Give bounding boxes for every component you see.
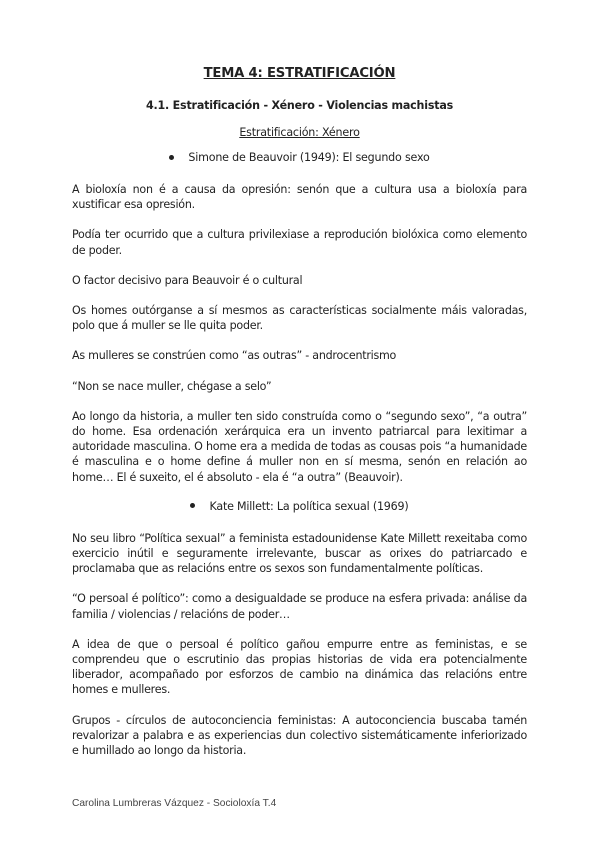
paragraph: Ao longo da historia, a muller ten sido construída como o “segundo sexo”, “a outra” do home. Esa ordenación xerárquica era un invento patriarcal para lexitimar a autoridade masculina. O home era a medida de todas as cousas pois “a humanidade é masculina e o home define á muller non en sí mesma, senón en relación ao home… El é suxeito, el é absoluto - ela é “a outra” (Beauvoir). xyxy=(72,409,527,484)
bullet-icon xyxy=(169,155,174,160)
paragraph: No seu libro “Política sexual” a feminista estadounidense Kate Millett rexeitaba como exercicio inútil e seguramente irrelevante, buscar as orixes do patriarcado e proclamaba que as relacións entre os sexos son fundamentalmente políticas. xyxy=(72,531,527,576)
paragraph: Os homes outórganse a sí mesmos as características socialmente máis valoradas, polo que á muller se lle quita poder. xyxy=(72,304,527,333)
bullet-text: Simone de Beauvoir (1949): El segundo sexo xyxy=(188,151,430,164)
paragraph: As mulleres se constrúen como “as outras” - androcentrismo xyxy=(72,349,397,363)
page-subtitle: 4.1. Estratificación - Xénero - Violencias machistas xyxy=(145,99,454,112)
bullet-millett xyxy=(72,500,527,513)
paragraph: Grupos - círculos de autoconciencia feministas: A autoconciencia buscaba tamén revalorizar a palabra e as experiencias dun colectivo sistemáticamente inferiorizado e humillado ao longo da historia. xyxy=(72,713,527,758)
paragraph: O factor decisivo para Beauvoir é o cultural xyxy=(72,273,303,287)
paragraph: “O persoal é político”: como a desigualdade se produce na esfera privada: análise da familia / violencias / relacións de poder… xyxy=(72,592,527,621)
paragraph: A idea de que o persoal é político gañou empurre entre as feministas, e se comprendeu que o escrutinio das propias historias de vida era potencialmente liberador, acompañado por esforzos de cambio na dinámica das relacións entre homes e mulleres. xyxy=(72,637,527,697)
section-title: Estratificación: Xénero xyxy=(239,126,360,139)
bullet-icon xyxy=(190,503,195,508)
document-page xyxy=(72,66,527,773)
paragraph: Podía ter ocurrido que a cultura privilexiase a reprodución biolóxica como elemento de poder. xyxy=(72,228,527,257)
paragraph: A bioloxía non é a causa da opresión: senón que a cultura usa a bioloxía para xustificar esa opresión. xyxy=(72,183,527,212)
bullet-beauvoir xyxy=(72,151,527,164)
page-title: TEMA 4: ESTRATIFICACIÓN xyxy=(203,66,396,81)
bullet-text: Kate Millett: La política sexual (1969) xyxy=(209,499,409,513)
paragraph: “Non se nace muller, chégase a selo” xyxy=(72,379,272,393)
page-footer: Carolina Lumbreras Vázquez - Socioloxía T.4 xyxy=(72,798,277,809)
